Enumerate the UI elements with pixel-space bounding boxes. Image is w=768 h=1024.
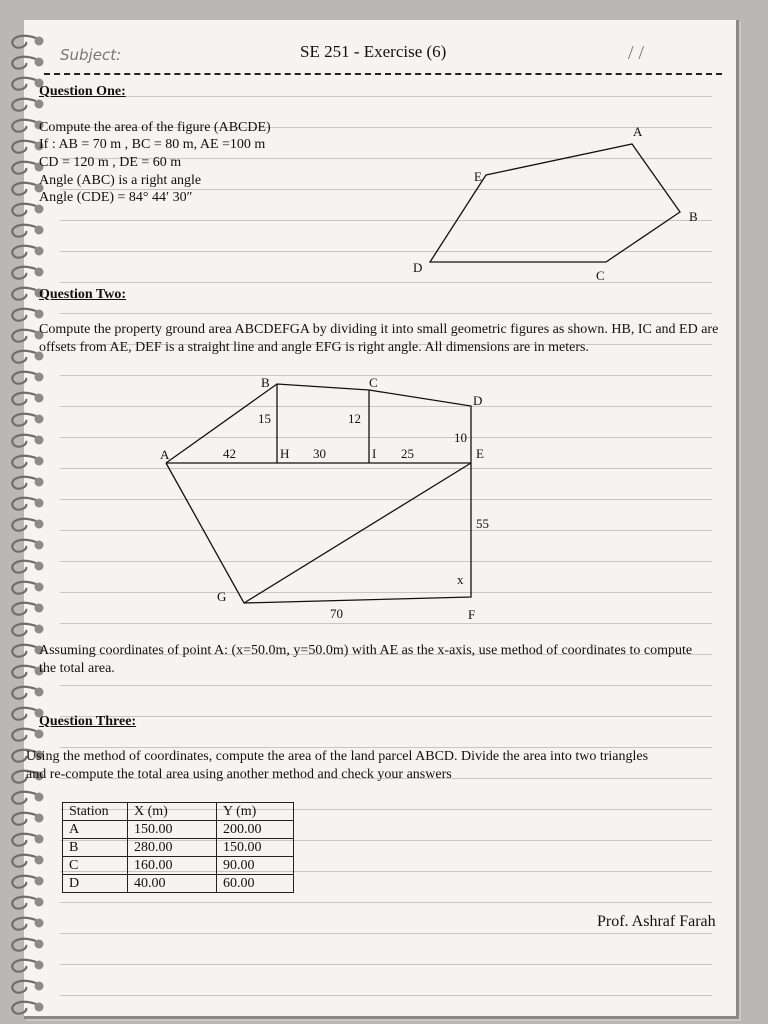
spiral-ring: [6, 958, 46, 976]
q2-label-f: F: [468, 607, 476, 622]
ruled-line: [60, 995, 712, 996]
spiral-ring: [6, 937, 46, 955]
q2-dim-55: 55: [476, 516, 489, 531]
spiral-ring: [6, 916, 46, 934]
q2-diagonal-ge: [244, 463, 471, 603]
q1-line-1: Compute the area of the figure (ABCDE): [39, 120, 271, 135]
signature: Prof. Ashraf Farah: [597, 913, 716, 930]
q1-label-b: B: [689, 209, 698, 224]
page-title: SE 251 - Exercise (6): [300, 42, 447, 61]
q2-figure: [0, 360, 768, 630]
table-header-y: Y (m): [217, 803, 294, 821]
q1-label-e: E: [474, 169, 482, 184]
table-cell: 60.00: [217, 875, 294, 893]
table-cell: A: [63, 821, 128, 839]
q2-label-x: x: [457, 572, 464, 587]
table-cell: B: [63, 839, 128, 857]
table-cell: 40.00: [128, 875, 217, 893]
q2-dim-42: 42: [223, 446, 236, 461]
coordinates-table: [62, 802, 294, 893]
table-cell: 160.00: [128, 857, 217, 875]
spiral-ring: [6, 685, 46, 703]
spiral-ring: [6, 874, 46, 892]
q2-label-b: B: [261, 375, 270, 390]
q1-line-2: If : AB = 70 m , BC = 80 m, AE =100 m: [39, 137, 266, 152]
q2-label-h: H: [280, 446, 290, 461]
ruled-line: [60, 933, 712, 934]
spiral-ring: [6, 832, 46, 850]
q2-heading: Question Two:: [39, 287, 126, 302]
ruled-line: [60, 964, 712, 965]
q2-dim-10: 10: [454, 430, 467, 445]
ruled-line: [60, 716, 712, 717]
subject-label: Subject:: [60, 46, 122, 64]
q1-label-a: A: [633, 124, 643, 139]
q2-label-g: G: [217, 589, 227, 604]
spiral-ring: [6, 979, 46, 997]
table-cell: D: [63, 875, 128, 893]
q2-label-a: A: [160, 447, 170, 462]
spiral-ring: [6, 1000, 46, 1018]
q1-label-c: C: [596, 268, 605, 283]
table-cell: 200.00: [217, 821, 294, 839]
table-cell: C: [63, 857, 128, 875]
q2-dim-15: 15: [258, 411, 271, 426]
q2-dim-70: 70: [330, 606, 343, 621]
table-cell: 280.00: [128, 839, 217, 857]
q2-label-e: E: [476, 446, 484, 461]
q2-label-i: I: [372, 446, 377, 461]
q3-heading: Question Three:: [39, 714, 137, 729]
ruled-line: [60, 313, 712, 314]
spiral-ring: [6, 853, 46, 871]
q1-line-5: Angle (CDE) = 84° 44′ 30″: [39, 190, 193, 205]
q2-text: Compute the property ground area ABCDEFGA by dividing it into small geometric figures as shown. HB, IC and ED are offsets from AE, DEF is a straight line and angle EFG is right angle. All dimensions are in meters.: [39, 322, 719, 355]
date-field: / /: [628, 42, 645, 64]
q1-polygon: [430, 144, 680, 262]
table-header-row: [63, 803, 294, 821]
q3-text: Using the method of coordinates, compute the area of the land parcel ABCD. Divide the area into two triangles and re-compute the total area using another method and check your answers: [26, 749, 649, 782]
table-cell: 150.00: [128, 821, 217, 839]
q2-outline: [166, 384, 471, 603]
ruled-line: [60, 685, 712, 686]
q2-dim-12: 12: [348, 411, 361, 426]
q2-dim-30: 30: [313, 446, 326, 461]
q1-heading: Question One:: [39, 84, 126, 99]
table-row: [63, 857, 294, 875]
table-cell: 90.00: [217, 857, 294, 875]
q1-line-3: CD = 120 m , DE = 60 m: [39, 155, 182, 170]
spiral-ring: [6, 895, 46, 913]
table-header-station: Station: [63, 803, 128, 821]
table-row: [63, 821, 294, 839]
table-cell: 150.00: [217, 839, 294, 857]
q2-dim-25: 25: [401, 446, 414, 461]
q1-line-4: Angle (ABC) is a right angle: [39, 173, 202, 188]
q2-footer-text: Assuming coordinates of point A: (x=50.0m, y=50.0m) with AE as the x-axis, use method of coordinates to compute the total area.: [39, 643, 693, 676]
spiral-ring: [6, 790, 46, 808]
q1-label-d: D: [413, 260, 423, 275]
table-row: [63, 875, 294, 893]
q2-label-d: D: [473, 393, 483, 408]
q2-label-c: C: [369, 375, 378, 390]
q1-figure: [0, 0, 768, 300]
table-row: [63, 839, 294, 857]
table-header-x: X (m): [128, 803, 217, 821]
spiral-ring: [6, 811, 46, 829]
ruled-line: [60, 902, 712, 903]
